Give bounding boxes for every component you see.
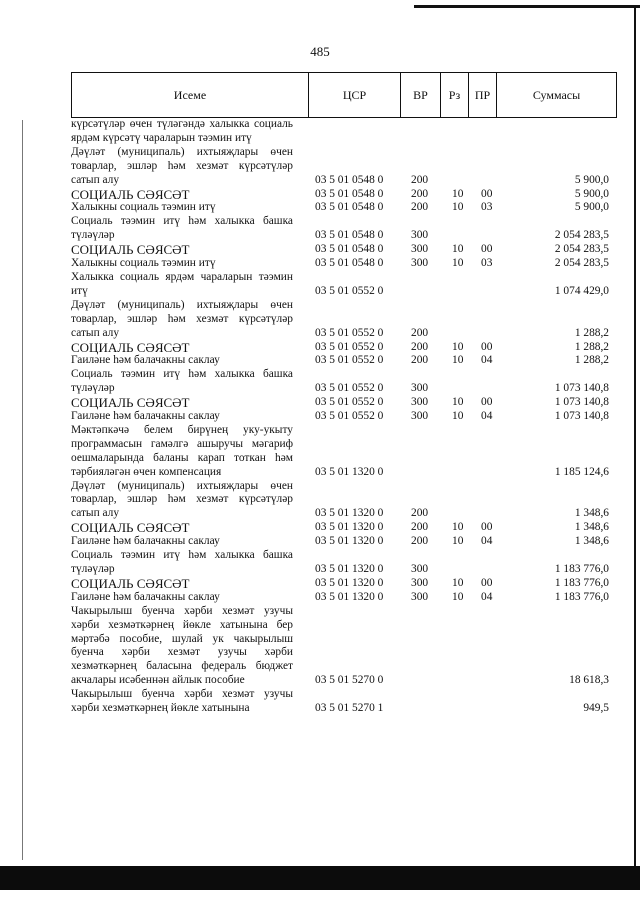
row-sum: 1 348,6: [574, 521, 609, 534]
row-vr: 300: [411, 563, 429, 575]
table-row: [71, 410, 617, 424]
table-header: [71, 72, 617, 118]
table-row: [71, 201, 617, 215]
row-sum: 1 288,2: [574, 354, 609, 367]
row-vr: 200: [411, 173, 429, 186]
table-row: [71, 424, 617, 480]
table-row: [71, 354, 617, 368]
row-name: Дәүләт (муниципаль) ихтыяҗлары өчен товарлар, эшләр һәм хезмәт күрсәтүләр сатып алу: [71, 479, 293, 520]
row-sum: 1 183 776,0: [554, 590, 609, 603]
row-vr: 200: [411, 354, 429, 367]
row-sum: 949,5: [583, 702, 609, 715]
row-csr: 03 5 01 0548 0: [315, 173, 384, 186]
row-name: СОЦИАЛЬ СӘЯСӘТ: [71, 575, 190, 591]
row-sum: 18 618,3: [569, 674, 609, 687]
row-rz: 10: [452, 410, 464, 423]
header-pr: ПР: [468, 73, 496, 117]
row-pr: 00: [481, 340, 493, 353]
row-name: СОЦИАЛЬ СӘЯСӘТ: [71, 242, 190, 258]
row-rz: 10: [452, 590, 464, 603]
row-sum: 1 288,2: [574, 326, 609, 339]
table-row: [71, 118, 617, 146]
row-name: СОЦИАЛЬ СӘЯСӘТ: [71, 186, 190, 202]
row-name: Халыкка социаль ярдәм чараларын тәэмин итү: [71, 270, 293, 297]
row-csr: 03 5 01 1320 0: [315, 576, 384, 589]
row-vr: 200: [411, 340, 429, 353]
row-name: Чакырылыш буенча хәрби хезмәт узучы хәрби хезмәткәрнең йөкле хатынына бер мәртәбә пособие, шулай ук чакырылыш буенча хәрби хезмәт узучы хәрби хезмәткәрнең баласына федераль бюджет акчалары исәбеннән айлык пособие: [71, 604, 293, 687]
row-name: Мәктәпкәчә белем бирүнең уку-укыту программасын гамәлгә ашыручы мәгариф оешмаларында баланы карап тоткан һәм тәрбияләгән өчен компенсация: [71, 423, 293, 478]
header-name: Исеме: [173, 87, 207, 102]
row-csr: 03 5 01 5270 1: [315, 702, 384, 715]
row-pr: 03: [481, 201, 493, 214]
table-row: [71, 215, 617, 243]
row-sum: 5 900,0: [574, 173, 609, 186]
row-name: Гаиләне һәм балачакны саклау: [71, 590, 220, 603]
table-row: [71, 368, 617, 396]
row-pr: 00: [481, 521, 493, 534]
row-rz: 10: [452, 340, 464, 353]
table-row: [71, 549, 617, 577]
row-csr: 03 5 01 1320 0: [315, 535, 384, 548]
row-name: Халыкны социаль тәэмин итү: [71, 201, 216, 214]
header-vr: ВР: [400, 73, 440, 117]
row-csr: 03 5 01 1320 0: [315, 563, 384, 575]
table-row: [71, 521, 617, 535]
row-csr: 03 5 01 0552 0: [315, 284, 384, 297]
row-name: Чакырылыш буенча хәрби хезмәт узучы хәрби хезмәткәрнең йөкле хатынына: [71, 688, 293, 715]
row-vr: 300: [411, 229, 429, 242]
row-rz: 10: [452, 243, 464, 256]
row-csr: 03 5 01 0548 0: [315, 257, 384, 270]
row-vr: 200: [411, 535, 429, 548]
header-sum: Суммасы: [496, 73, 616, 117]
row-csr: 03 5 01 0548 0: [315, 229, 384, 242]
row-sum: 1 348,6: [574, 535, 609, 548]
table-body: [71, 118, 617, 716]
row-csr: 03 5 01 0552 0: [315, 410, 384, 423]
row-rz: 10: [452, 521, 464, 534]
page-number: 485: [310, 44, 330, 59]
header-rz: Рз: [440, 73, 468, 117]
row-csr: 03 5 01 1320 0: [315, 590, 384, 603]
row-name: СОЦИАЛЬ СӘЯСӘТ: [71, 520, 190, 536]
row-vr: 300: [411, 590, 429, 603]
row-vr: 300: [411, 410, 429, 423]
row-name: Социаль тәэмин итү һәм халыкка башка түләүләр: [71, 368, 293, 395]
row-rz: 10: [452, 576, 464, 589]
row-csr: 03 5 01 5270 0: [315, 674, 384, 687]
left-scan-edge: [22, 120, 23, 860]
table-row: [71, 480, 617, 522]
table-row: [71, 188, 617, 202]
row-pr: 04: [481, 410, 493, 423]
row-sum: 2 054 283,5: [554, 229, 609, 242]
row-name: Гаиләне һәм балачакны саклау: [71, 354, 220, 367]
row-vr: 300: [411, 396, 429, 409]
row-sum: 1 183 776,0: [554, 563, 609, 575]
row-csr: 03 5 01 0548 0: [315, 201, 384, 214]
row-sum: 1 185 124,6: [554, 465, 609, 478]
row-vr: 300: [411, 243, 429, 256]
bottom-scan-bar: [0, 866, 640, 890]
row-sum: 1 073 140,8: [554, 396, 609, 409]
row-name: СОЦИАЛЬ СӘЯСӘТ: [71, 339, 190, 355]
row-pr: 03: [481, 257, 493, 270]
row-name: күрсәтүләр өчен түләгәндә халыкка социаль ярдәм күрсәтү чараларын тәэмин итү: [71, 118, 293, 144]
row-name: Гаиләне һәм балачакны саклау: [71, 535, 220, 548]
row-csr: 03 5 01 0552 0: [315, 354, 384, 367]
row-vr: 300: [411, 382, 429, 395]
table-row: [71, 688, 617, 716]
row-sum: 1 073 140,8: [554, 410, 609, 423]
row-pr: 00: [481, 187, 493, 200]
table-row: [71, 396, 617, 410]
row-sum: 5 900,0: [574, 201, 609, 214]
row-pr: 00: [481, 576, 493, 589]
row-vr: 300: [411, 576, 429, 589]
row-vr: 200: [411, 201, 429, 214]
row-sum: 1 183 776,0: [554, 576, 609, 589]
row-name: Гаиләне һәм балачакны саклау: [71, 410, 220, 423]
row-name: Дәүләт (муниципаль) ихтыяҗлары өчен товарлар, эшләр һәм хезмәт күрсәтүләр сатып алу: [71, 145, 293, 186]
row-name: Социаль тәэмин итү һәм халыкка башка түләүләр: [71, 215, 293, 242]
table-row: [71, 146, 617, 188]
row-rz: 10: [452, 187, 464, 200]
right-scan-edge: [634, 5, 636, 867]
row-vr: 200: [411, 507, 429, 520]
row-csr: 03 5 01 1320 0: [315, 521, 384, 534]
table-row: [71, 577, 617, 591]
row-csr: 03 5 01 0552 0: [315, 382, 384, 395]
table-row: [71, 341, 617, 355]
row-rz: 10: [452, 396, 464, 409]
row-sum: 1 288,2: [574, 340, 609, 353]
row-sum: 1 074 429,0: [554, 284, 609, 297]
header-csr: ЦСР: [308, 73, 400, 117]
row-name: Социаль тәэмин итү һәм халыкка башка түләүләр: [71, 549, 293, 575]
table-row: [71, 257, 617, 271]
row-csr: 03 5 01 0548 0: [315, 243, 384, 256]
table-row: [71, 591, 617, 605]
table-row: [71, 243, 617, 257]
row-sum: 1 348,6: [574, 507, 609, 520]
row-csr: 03 5 01 0552 0: [315, 396, 384, 409]
row-pr: 04: [481, 590, 493, 603]
table-row: [71, 535, 617, 549]
row-csr: 03 5 01 0548 0: [315, 187, 384, 200]
row-csr: 03 5 01 1320 0: [315, 507, 384, 520]
row-sum: 5 900,0: [574, 187, 609, 200]
table-row: [71, 271, 617, 299]
row-pr: 00: [481, 243, 493, 256]
row-vr: 200: [411, 326, 429, 339]
row-name: СОЦИАЛЬ СӘЯСӘТ: [71, 395, 190, 411]
top-scan-bar: [414, 5, 640, 8]
row-vr: 300: [411, 257, 429, 270]
row-pr: 04: [481, 535, 493, 548]
row-name: Халыкны социаль тәэмин итү: [71, 257, 216, 270]
row-rz: 10: [452, 201, 464, 214]
row-csr: 03 5 01 1320 0: [315, 465, 384, 478]
row-vr: 200: [411, 187, 429, 200]
row-sum: 2 054 283,5: [554, 257, 609, 270]
row-rz: 10: [452, 257, 464, 270]
row-rz: 10: [452, 354, 464, 367]
row-pr: 04: [481, 354, 493, 367]
row-sum: 2 054 283,5: [554, 243, 609, 256]
row-vr: 200: [411, 521, 429, 534]
row-pr: 00: [481, 396, 493, 409]
row-rz: 10: [452, 535, 464, 548]
row-name: Дәүләт (муниципаль) ихтыяҗлары өчен товарлар, эшләр һәм хезмәт күрсәтүләр сатып алу: [71, 298, 293, 339]
row-csr: 03 5 01 0552 0: [315, 326, 384, 339]
row-sum: 1 073 140,8: [554, 382, 609, 395]
row-csr: 03 5 01 0552 0: [315, 340, 384, 353]
table-row: [71, 605, 617, 688]
table-row: [71, 299, 617, 341]
